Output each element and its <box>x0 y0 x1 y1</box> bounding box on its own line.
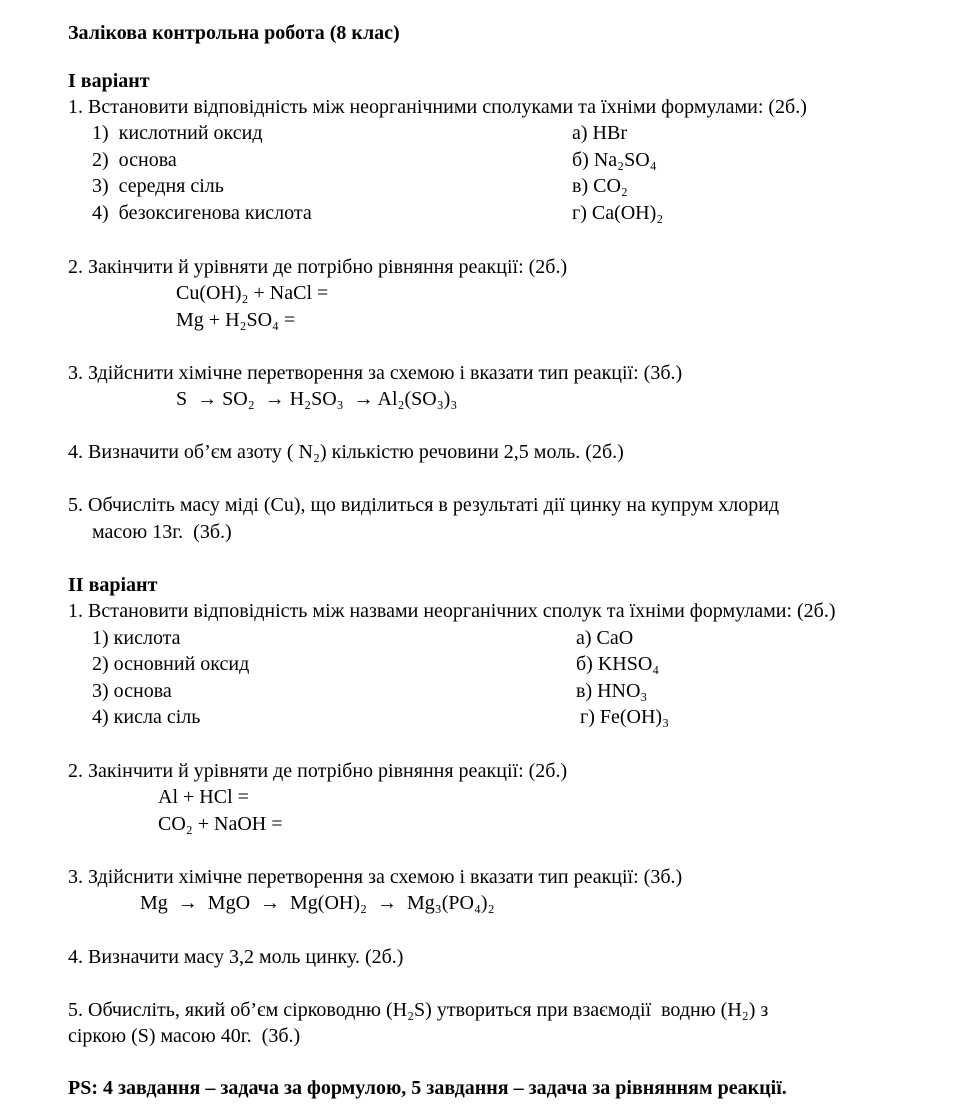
v1-task1-right-item: а) HBr <box>572 122 627 144</box>
v2-task1-right-item: г) Fe(OH)₃ <box>580 706 670 728</box>
v1-task5-line1: 5. Обчисліть масу міді (Cu), що виділиться в результаті дії цинку на купрум хлорид <box>68 494 780 516</box>
v2-task5-line2: сіркою (S) масою 40г. (3б.) <box>68 1025 301 1047</box>
v2-task3-text: 3. Здійснити хімічне перетворення за схемою і вказати тип реакції: (3б.) <box>68 866 683 888</box>
v1-task2-equation: Mg + H₂SO₄ = <box>176 309 296 331</box>
v1-task3-scheme: S → SO₂ → H₂SO₃ → Al₂(SO₃)₃ <box>176 388 458 410</box>
v1-task3-text: 3. Здійснити хімічне перетворення за схемою і вказати тип реакції: (3б.) <box>68 362 683 384</box>
v2-task4-text: 4. Визначити масу 3,2 моль цинку. (2б.) <box>68 946 404 968</box>
v2-task1-left-item: 1) кислота <box>92 627 181 649</box>
v2-task1-left-item: 2) основний оксид <box>92 653 250 675</box>
v2-task5-line1: 5. Обчисліть, який об’єм сірководню (H₂S) утвориться при взаємодії водню (H₂) з <box>68 999 769 1021</box>
v1-task1-left-item: 1) кислотний оксид <box>92 122 263 144</box>
v1-task2-text: 2. Закінчити й урівняти де потрібно рівняння реакції: (2б.) <box>68 256 568 278</box>
v2-task1-text: 1. Встановити відповідність між назвами неорганічних сполук та їхніми формулами: (2б.) <box>68 600 836 622</box>
footer-note: PS: 4 завдання – задача за формулою, 5 завдання – задача за рівнянням реакції. <box>68 1077 787 1099</box>
document-title: Залікова контрольна робота (8 клас) <box>68 22 400 44</box>
v1-task1-right-item: б) Na₂SO₄ <box>572 149 657 171</box>
v2-task1-right-item: б) KHSO₄ <box>576 653 660 675</box>
v1-task2-equation: Cu(OH)₂ + NaCl = <box>176 282 329 304</box>
v2-task1-right-item: а) CaO <box>576 627 634 649</box>
v1-task5-line2: масою 13г. (3б.) <box>92 521 232 543</box>
v2-task1-right-item: в) HNO₃ <box>576 680 648 702</box>
v1-task1-left-item: 3) середня сіль <box>92 175 224 197</box>
v2-task3-scheme: Mg → MgO → Mg(OH)₂ → Mg₃(PO₄)₂ <box>140 892 495 914</box>
variant1-heading: I варіант <box>68 70 150 92</box>
v1-task1-text: 1. Встановити відповідність між неорганічними сполуками та їхніми формулами: (2б.) <box>68 96 807 118</box>
variant2-heading: II варіант <box>68 574 158 596</box>
v1-task1-left-item: 4) безоксигенова кислота <box>92 202 312 224</box>
v2-task2-text: 2. Закінчити й урівняти де потрібно рівняння реакції: (2б.) <box>68 760 568 782</box>
v2-task2-equation: Al + HCl = <box>158 786 249 808</box>
v1-task1-right-item: г) Ca(OH)₂ <box>572 202 664 224</box>
v1-task1-left-item: 2) основа <box>92 149 177 171</box>
v2-task2-equation: CO₂ + NaOH = <box>158 813 283 835</box>
v2-task1-left-item: 4) кисла сіль <box>92 706 201 728</box>
v2-task1-left-item: 3) основа <box>92 680 172 702</box>
v1-task1-right-item: в) CO₂ <box>572 175 628 197</box>
v1-task4-text: 4. Визначити об’єм азоту ( N₂) кількістю речовини 2,5 моль. (2б.) <box>68 441 624 463</box>
